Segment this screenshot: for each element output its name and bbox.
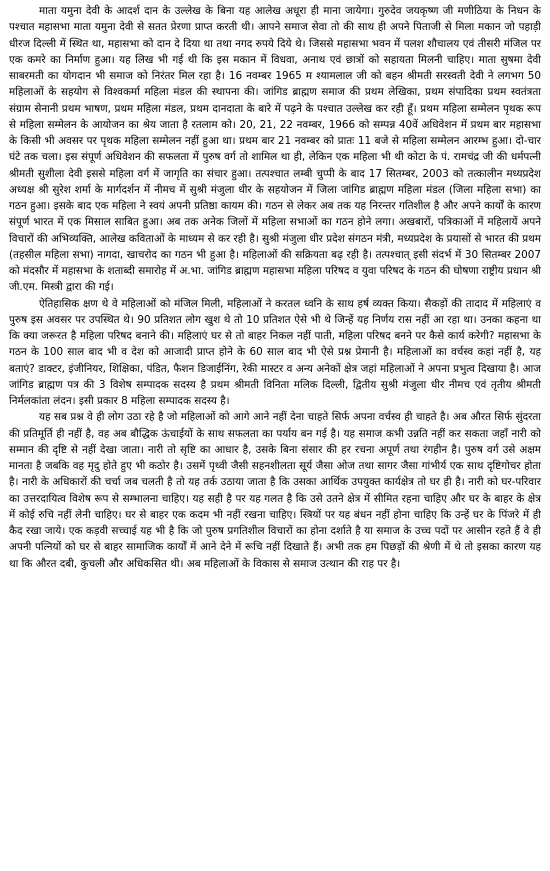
paragraph-historic-moment: ऐतिहासिक क्षण थे वे महिलाओं को मंजिल मिली, महिलाओं ने करतल ध्वनि के साथ हर्ष व्यक्त किया। सैकड़ों की तादाद में महिलाएं व पुरुष इस अवसर पर उपस्थित थे। 90 प्रतिशत लोग खुश थे तो 10 प्रतिशत ऐसे भी थे जिन्हें यह निर्णय रास नहीं आ रहा था। उनका कहना था कि क्या जरूरत है महिला परिषद बनाने की। महिलाएं घर से तो बाहर निकल नहीं पाती, महिला परिषद बनने पर कैसे कार्य करेगी? महासभा के गठन के 100 साल बाद भी व देश को आजादी प्राप्त होने के 60 साल बाद भी ऐसे प्रश्न प्रेमानी है। महिलाओं का वर्चस्व कहां नहीं है, यह बताएं? डाक्टर, इंजीनियर, शिक्षिका, पंडित, फैशन डिजाईनिंग, रेकी मास्टर व अन्य अनेकों क्षेत्र जहां महिलाओं ने अपना प्रभुत्व दिखाया है। आज जांगिड ब्राह्मण पत्र की 3 विशेष सम्पादक सदस्य है प्रथम श्रीमती विनिता मलिक दिल्ली, द्वितीय सुश्री मंजुला धीर नीमच एवं तृतीय श्रीमती निर्मलकांता लंदन। इसी प्रकार 8 महिला सम्पादक सदस्य है। — [9, 297, 541, 407]
paragraph-women-status: यह सब प्रश्न वे ही लोग उठा रहे है जो महिलाओं को आगे आने नहीं देना चाहते सिर्फ अपना वर्चस्व ही चाहते है। अब औरत सिर्फ सुंदरता की प्रतिमूर्ति ही नहीं है, वह अब बौद्धिक ऊंचाईयों के साथ सफलता का पर्याय बन गई है। यह समाज कभी उन्नति नहीं कर सकता जहाँ नारी को सम्मान की दृष्टि से नहीं देखा जाता। नारी तो सृष्टि का आधार है, उसके बिना संसार की हर रचना अपूर्ण तथा रंगहीन है। पुरुष वर्ग उसे अक्षम मानता है जबकि वह मृदु होते हुए भी कठोर है। उसमें पृथ्वी जैसी सहनशीलता सूर्य जैसा ओज तथा सागर जैसा गांभीर्य एक साथ दृष्टिगोचर होता है। नारी के अधिकारों की चर्चा जब चलती है तो यह तर्क उठाया जाता है कि उसका आर्थिक उपयुक्त कार्यक्षेत्र तो घर ही है। नारी को घर-परिवार का उत्तरदायित्व विशेष रूप से सम्भालना चाहिए। यह सही है पर यह गलत है कि उसे उतने क्षेत्र में सीमित रहना चाहिए और घर के बाहर के क्षेत्र में कोई रुचि नहीं लेनी चाहिए। घर से बाहर एक कदम भी नहीं रखना चाहिए। स्त्रियों पर यह बंधन नहीं होना चाहिए कि उन्हें घर के पिंजरे में ही कैद रखा जाये। एक कड़वी सच्चाई यह भी है कि जो पुरुष प्रगतिशील विचारों का होना दर्शाते है या समाज के उच्च पदों पर आसीन रहते हैं वे ही अपनी पत्नियों को घर से बाहर सामाजिक कार्यों में आने देने में रूचि नहीं दिखाते हैं। अभी तक हम पिछड़ों की श्रेणी में थे तो इसका कारण यह था कि औरत दबी, कुचली और अधिकसित थी। अब महिलाओं के विकास से समाज उत्थान की राह पर है। — [9, 411, 541, 570]
paragraph-yamuna-devi-donation: माता यमुना देवी के आदर्श दान के उल्लेख के बिना यह आलेख अधूरा ही माना जायेगा। गुरुदेव जयकृष्ण जी मणीठिया के निधन के पश्चात महासभा माता यमुना देवी से सतत प्रेरणा प्राप्त करती थी। आपने समाज सेवा तो की साथ ही अपने पिताजी से मिला मकान जो पहाड़ी धीरज दिल्ली में स्थित था, महासभा को दान दे दिया था तथा नगद रुपये दिये थे। जिससे महासभा भवन में पलश शौचालय एवं तीसरी मंजिल पर एक कमरे का निर्माण हुआ। यह लिख भी गई थी कि इस मकान में विधवा, अनाथ एवं छात्रों को सहायता मिलनी चाहिए। माता सुषमा देवी साबरमती का योगदान भी समाज को निरंतर मिल रहा है। 16 नवम्बर 1965 म श्यामलाल जी को बहन श्रीमती सरस्वती देवी ने लगभग 50 महिलाओं के सहयोग से विश्वकर्मा महिला मंडल की स्थापना की। जांगिड ब्राह्मण समाज की प्रथम लेखिका, प्रथम संपादिका प्रथम स्वतंत्रता संग्राम सेनानी प्रथम भाषण, प्रथम महिला मंडल, प्रथम दानदाता के बारे में पढ़ने के पश्चात उल्लेख कर रही हूँ। प्रथम महिला सम्मेलन पृथक रूप से महिला सम्मेलन के आयोजन का श्रेय जाता है रतलाम को। 20, 21, 22 नवम्बर, 1966 को सम्पन्न 40वें अधिवेशन में प्रथम बार महासभा के किसी भी अवसर पर पृथक महिला सम्मेलन नहीं हुआ था। प्रथम बार 21 नवम्बर को प्रातः 11 बजे से महिला सम्मेलन आरम्भ हुआ। दो-चार घंटे तक चला। इस संपूर्ण अधिवेशन की सफलता में पुरुष वर्ग तो शामिल था ही, लेकिन एक महिला भी थी कोटा के पं. रामचंद्र जी की धर्मपत्नी श्रीमती सुशीला देवी इससे महिला वर्ग में जागृति का संचार हुआ। तत्पश्चात लम्बी चुप्पी के बाद 17 सितम्बर, 2003 को तत्कालीन मध्यप्रदेश अध्यक्ष श्री सुरेश शर्मा के मार्गदर्शन में नीमच में सुश्री मंजुला धीर के सहयोजन में जिला जांगिड ब्राह्मण महिला मंडल (जिला महिला सभा) का गठन हुआ। इसके बाद एक महिला ने स्वयं अपनी प्रतिष्ठा कायम की। गठन से लेकर अब तक यह निरन्तर गतिशील है और अपने कार्यों के कारण संपूर्ण भारत में एक मिसाल साबित हुआ। अब तक अनेक जिलों में महिला सभाओं का गठन होने लगा। अखबारों, पत्रिकाओं में महिलायें अपने विचारों की अभिव्यक्ति, आलेख कविताओं के माध्यम से कर रही है। सुश्री मंजुला धीर प्रदेश संगठन मंत्री, मध्यप्रदेश के प्रयासों से भारत की प्रथम (तहसील महिला सभा) नागदा, खाचरोद का गठन भी हुआ है। महिलाओं की सक्रियता बढ़ रही है। तत्पश्चात् इसी संदर्भ में 30 सितम्बर 2007 को मंदसौर में महासभा के शताब्दी समारोह में अ.भा. जांगिड ब्राह्मण महासभा महिला परिषद व युवा परिषद के गठन की घोषणा राष्ट्रीय प्रधान श्री जी.एम. मिस्त्री द्वारा की गई। — [9, 5, 541, 294]
